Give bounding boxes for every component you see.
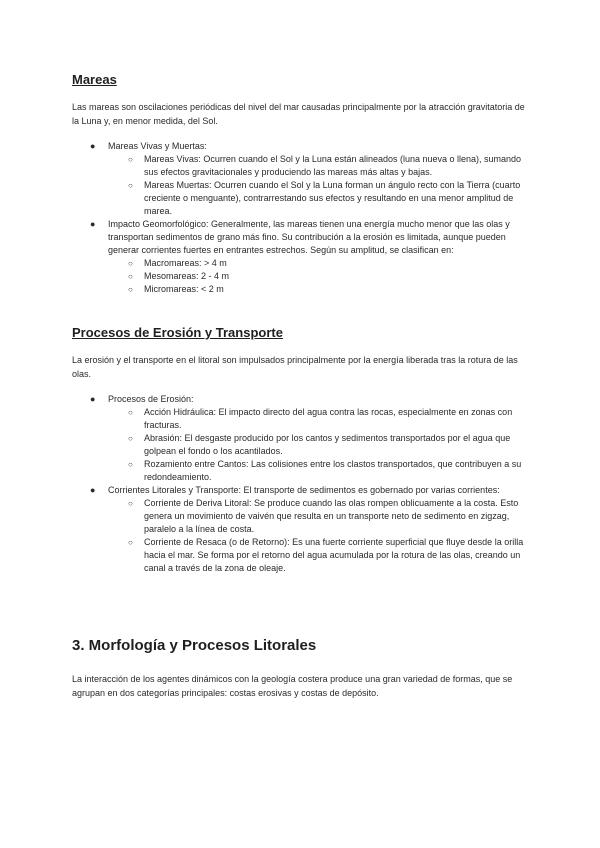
- list-mareas: [90, 140, 530, 296]
- sublist: [128, 257, 530, 296]
- list-procesos: [90, 393, 530, 575]
- list-item-label: Procesos de Erosión:: [108, 394, 194, 404]
- hollow-bullet-icon: ○: [128, 499, 133, 508]
- paragraph-procesos-intro: La erosión y el transporte en el litoral son impulsados principalmente por la energía liberada tras la rotura de las olas.: [72, 355, 518, 379]
- sublist-item: [128, 153, 530, 179]
- hollow-bullet-icon: ○: [128, 460, 133, 469]
- sublist: [128, 153, 530, 218]
- hollow-bullet-icon: ○: [128, 285, 133, 294]
- sublist-item-text: Mareas Muertas: Ocurren cuando el Sol y la Luna forman un ángulo recto con la Tierra (cuarto creciente o menguante), contrarrestando sus efectos y resultando en una menor amplitud de marea.: [144, 180, 521, 216]
- list-item-label: Impacto Geomorfológico: Generalmente, las mareas tienen una energía mucho menor que las olas y transportan sedimentos de grano más fino. Su contribución a la erosión es limitada, aunque pueden generar corrientes fuertes en entrantes estrechos. Según su amplitud, se clasifican en:: [108, 219, 510, 255]
- list-item-label: Mareas Vivas y Muertas:: [108, 141, 207, 151]
- sublist-item: [128, 179, 530, 218]
- filled-bullet-icon: ●: [90, 219, 96, 229]
- filled-bullet-icon: ●: [90, 485, 96, 495]
- sublist-item-text: Rozamiento entre Cantos: Las colisiones entre los clastos transportados, que contribuyen a su redondeamiento.: [144, 459, 522, 482]
- heading-mareas: Mareas: [72, 72, 117, 87]
- sublist: [128, 497, 530, 575]
- sublist-item: [128, 458, 530, 484]
- sublist-item: [128, 257, 530, 270]
- hollow-bullet-icon: ○: [128, 272, 133, 281]
- filled-bullet-icon: ●: [90, 141, 96, 151]
- filled-bullet-icon: ●: [90, 394, 96, 404]
- sublist-item-text: Abrasión: El desgaste producido por los cantos y sedimentos transportados por el agua que golpean el fondo o los acantilados.: [144, 433, 511, 456]
- hollow-bullet-icon: ○: [128, 181, 133, 190]
- sublist-item-text: Corriente de Resaca (o de Retorno): Es una fuerte corriente superficial que fluye desde la orilla hacia el mar. Se forma por el retorno del agua acumulada por la rotura de las olas, creando un canal a través de la zona de oleaje.: [144, 537, 524, 573]
- sublist-item: [128, 432, 530, 458]
- list-item: [90, 218, 530, 296]
- sublist-item: [128, 270, 530, 283]
- sublist-item: [128, 497, 530, 536]
- hollow-bullet-icon: ○: [128, 538, 133, 547]
- hollow-bullet-icon: ○: [128, 408, 133, 417]
- sublist-item: [128, 283, 530, 296]
- heading-procesos: Procesos de Erosión y Transporte: [72, 325, 283, 340]
- sublist-item-text: Mesomareas: 2 - 4 m: [144, 271, 230, 281]
- sublist-item-text: Micromareas: < 2 m: [144, 284, 224, 294]
- sublist-item-text: Acción Hidráulica: El impacto directo del agua contra las rocas, especialmente en zonas con fracturas.: [144, 407, 513, 430]
- sublist-item-text: Mareas Vivas: Ocurren cuando el Sol y la Luna están alineados (luna nueva o llena), sumando sus efectos gravitacionales y produciendo las mareas más altas y bajas.: [144, 154, 522, 177]
- hollow-bullet-icon: ○: [128, 434, 133, 443]
- list-item: [90, 484, 530, 575]
- sublist-item-text: Macromareas: > 4 m: [144, 258, 227, 268]
- sublist-item: [128, 536, 530, 575]
- hollow-bullet-icon: ○: [128, 155, 133, 164]
- list-item-label: Corrientes Litorales y Transporte: El transporte de sedimentos es gobernado por varias corrientes:: [108, 485, 500, 495]
- sublist-item-text: Corriente de Deriva Litoral: Se produce cuando las olas rompen oblicuamente a la costa. Esto genera un movimiento de vaivén que resulta en un transporte neto de sedimento en zigzag, paralelo a la línea de costa.: [144, 498, 519, 534]
- paragraph-section-3-intro: La interacción de los agentes dinámicos con la geología costera produce una gran variedad de formas, que se agrupan en dos categorías principales: costas erosivas y costas de depósito.: [72, 674, 513, 698]
- sublist: [128, 406, 530, 484]
- hollow-bullet-icon: ○: [128, 259, 133, 268]
- heading-section-3: 3. Morfología y Procesos Litorales: [72, 637, 317, 654]
- sublist-item: [128, 406, 530, 432]
- list-item: [90, 140, 530, 218]
- paragraph-mareas-intro: Las mareas son oscilaciones periódicas del nivel del mar causadas principalmente por la atracción gravitatoria de la Luna y, en menor medida, del Sol.: [72, 102, 525, 126]
- list-item: [90, 393, 530, 484]
